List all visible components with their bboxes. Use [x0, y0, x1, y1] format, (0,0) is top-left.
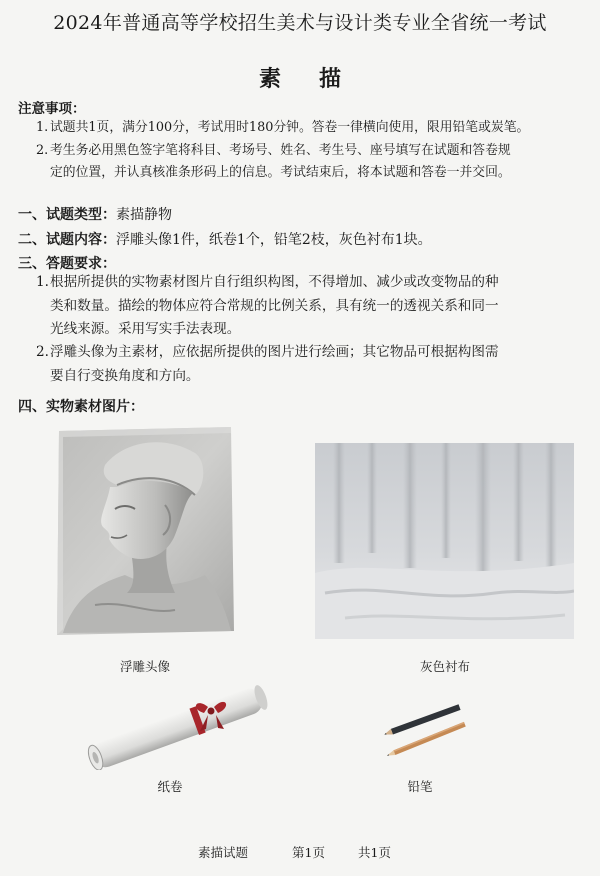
grey-cloth-image [315, 443, 574, 639]
note-number: 2. [36, 143, 49, 158]
requirement-number: 2. [36, 344, 49, 360]
requirement-item-2 [36, 341, 586, 388]
section-text: 素描静物 [116, 207, 172, 223]
note-item-2 [36, 140, 586, 184]
section-question-type [18, 204, 172, 224]
pencils-caption: 铅笔 [407, 779, 433, 794]
note-text: 定的位置，并认真核准条形码上的信息。考试结束后，将本试题和答卷一并交回。 [50, 165, 511, 180]
requirement-text: 根据所提供的实物素材图片自行组织构图，不得增加、减少或改变物品的种 [50, 274, 499, 290]
footer-total-pages: 共1页 [358, 845, 391, 860]
section-materials-heading [18, 396, 144, 416]
notes-heading: 注意事项： [18, 101, 86, 117]
requirement-item-1 [36, 271, 586, 342]
note-text: 试题共1页，满分100分，考试用时180分钟。答卷一律横向使用，限用铅笔或炭笔。 [50, 120, 530, 135]
requirement-text: 类和数量。描绘的物体应符合常规的比例关系，具有统一的透视关系和同一 [50, 297, 499, 314]
subject-title: 素描 [258, 67, 379, 92]
pencils-image [380, 700, 475, 760]
note-number: 1. [36, 120, 49, 135]
section-question-content [18, 229, 432, 249]
note-text: 考生务必用黑色签字笔将科目、考场号、姓名、考生号、座号填写在试题和答卷规 [50, 143, 511, 158]
paper-scroll-caption: 纸卷 [157, 779, 183, 794]
note-item-1 [36, 117, 586, 139]
section-text: 浮雕头像1件，纸卷1个，铅笔2枝，灰色衬布1块。 [116, 232, 432, 248]
paper-scroll-image [80, 685, 275, 770]
requirement-text: 光线来源。采用写实手法表现。 [50, 321, 241, 337]
footer-page-number: 第1页 [292, 845, 325, 860]
exam-title: 2024年普通高等学校招生美术与设计类专业全省统一考试 [53, 12, 547, 34]
section-heading: 二、试题内容： [18, 232, 116, 248]
section-heading: 三、答题要求： [18, 256, 116, 272]
requirement-text: 浮雕头像为主素材，应依据所提供的图片进行绘画；其它物品可根据构图需 [50, 344, 499, 360]
section-heading: 一、试题类型： [18, 207, 116, 223]
requirement-number: 1. [36, 274, 49, 290]
relief-portrait-image [55, 425, 235, 637]
requirement-text: 要自行变换角度和方向。 [50, 367, 200, 384]
section-heading: 四、实物素材图片： [18, 399, 144, 415]
footer-subject: 素描试题 [198, 845, 249, 860]
relief-portrait-caption: 浮雕头像 [119, 659, 170, 674]
section-requirements-heading [18, 253, 116, 273]
grey-cloth-caption: 灰色衬布 [419, 659, 470, 674]
